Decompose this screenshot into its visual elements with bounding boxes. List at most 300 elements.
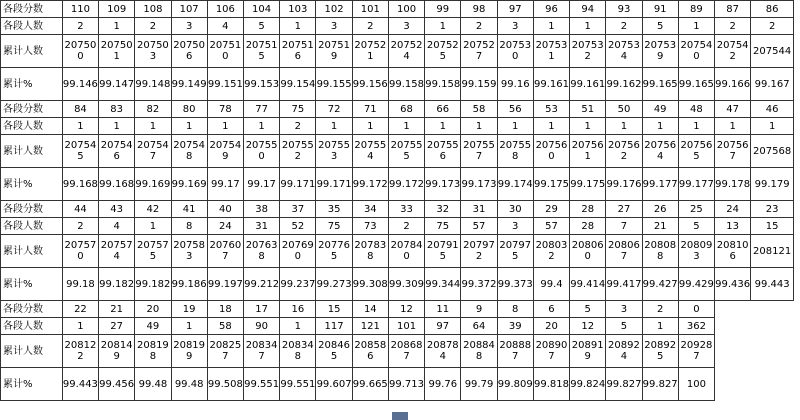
table-cell[interactable]: 1: [461, 118, 497, 135]
table-cell[interactable]: 99.665: [352, 368, 388, 401]
table-cell[interactable]: 42: [135, 201, 171, 218]
table-cell[interactable]: 207534: [606, 35, 642, 68]
table-cell[interactable]: 99.158: [425, 68, 461, 101]
table-cell[interactable]: 8: [497, 301, 533, 318]
table-cell[interactable]: 209287: [678, 335, 714, 368]
table-cell[interactable]: 99.177: [642, 168, 678, 201]
table-cell[interactable]: 207552: [280, 135, 316, 168]
table-cell[interactable]: 207690: [280, 235, 316, 268]
table-cell[interactable]: 207546: [99, 135, 135, 168]
table-cell[interactable]: 99.237: [280, 268, 316, 301]
table-cell[interactable]: 1: [715, 118, 751, 135]
table-cell[interactable]: 2: [280, 118, 316, 135]
table-cell[interactable]: 207506: [171, 35, 207, 68]
table-cell[interactable]: 43: [99, 201, 135, 218]
table-cell[interactable]: 99.372: [461, 268, 497, 301]
table-cell[interactable]: 91: [642, 1, 678, 18]
table-cell[interactable]: 207531: [533, 35, 569, 68]
table-cell[interactable]: 99.508: [207, 368, 243, 401]
table-cell[interactable]: 96: [533, 1, 569, 18]
table-cell[interactable]: 83: [99, 101, 135, 118]
table-cell[interactable]: 207556: [425, 135, 461, 168]
table-cell[interactable]: 100: [388, 1, 424, 18]
table-cell[interactable]: 20: [533, 318, 569, 335]
table-cell[interactable]: 52: [280, 218, 316, 235]
table-cell[interactable]: 37: [280, 201, 316, 218]
table-cell[interactable]: 1: [642, 318, 678, 335]
table-cell[interactable]: 110: [62, 1, 98, 18]
table-cell[interactable]: 22: [62, 301, 98, 318]
table-cell[interactable]: 49: [642, 101, 678, 118]
table-cell[interactable]: 8: [171, 218, 207, 235]
table-cell[interactable]: 2: [715, 18, 751, 35]
table-cell[interactable]: 98: [461, 1, 497, 18]
table-cell[interactable]: 40: [207, 201, 243, 218]
table-cell[interactable]: 29: [533, 201, 569, 218]
table-cell[interactable]: 2: [751, 18, 794, 35]
table-cell[interactable]: 75: [316, 218, 352, 235]
table-cell[interactable]: 1: [570, 18, 606, 35]
table-cell[interactable]: 99.174: [497, 168, 533, 201]
table-cell[interactable]: 3: [497, 218, 533, 235]
table-cell[interactable]: 5: [570, 301, 606, 318]
table-cell[interactable]: 99.436: [715, 268, 751, 301]
table-cell[interactable]: 99.161: [533, 68, 569, 101]
table-cell[interactable]: 57: [533, 218, 569, 235]
table-cell[interactable]: 117: [316, 318, 352, 335]
table-cell[interactable]: 208784: [425, 335, 461, 368]
table-cell[interactable]: 208060: [570, 235, 606, 268]
table-cell[interactable]: 99.165: [678, 68, 714, 101]
table-cell[interactable]: 99.713: [388, 368, 424, 401]
table-cell[interactable]: 99.17: [207, 168, 243, 201]
table-cell[interactable]: 47: [715, 101, 751, 118]
table-cell[interactable]: 48: [678, 101, 714, 118]
table-cell[interactable]: 87: [715, 1, 751, 18]
table-cell[interactable]: 41: [171, 201, 207, 218]
table-cell[interactable]: 208122: [62, 335, 98, 368]
table-cell[interactable]: 207542: [715, 35, 751, 68]
table-cell[interactable]: 1: [570, 118, 606, 135]
table-cell[interactable]: 208032: [533, 235, 569, 268]
table-cell[interactable]: 3: [171, 18, 207, 35]
table-cell[interactable]: 53: [533, 101, 569, 118]
table-cell[interactable]: 207638: [243, 235, 279, 268]
table-cell[interactable]: 38: [243, 201, 279, 218]
table-cell[interactable]: 99.182: [99, 268, 135, 301]
table-cell[interactable]: 207557: [461, 135, 497, 168]
table-cell[interactable]: 106: [207, 1, 243, 18]
table-cell[interactable]: 75: [425, 218, 461, 235]
table-cell[interactable]: 208887: [497, 335, 533, 368]
table-cell[interactable]: 58: [207, 318, 243, 335]
table-cell[interactable]: 99.147: [99, 68, 135, 101]
table-cell[interactable]: 207840: [388, 235, 424, 268]
table-cell[interactable]: 99.809: [497, 368, 533, 401]
table-cell[interactable]: 1: [280, 18, 316, 35]
table-cell[interactable]: 1: [642, 118, 678, 135]
table-cell[interactable]: 99.168: [62, 168, 98, 201]
table-cell[interactable]: 21: [642, 218, 678, 235]
table-cell[interactable]: 1: [425, 18, 461, 35]
table-cell[interactable]: 208925: [642, 335, 678, 368]
table-cell[interactable]: 207545: [62, 135, 98, 168]
table-cell[interactable]: 2: [642, 301, 678, 318]
table-cell[interactable]: 104: [243, 1, 279, 18]
table-cell[interactable]: 207548: [171, 135, 207, 168]
table-cell[interactable]: 99.48: [135, 368, 171, 401]
table-cell[interactable]: 208347: [243, 335, 279, 368]
table-cell[interactable]: 208907: [533, 335, 569, 368]
table-cell[interactable]: 1: [62, 318, 98, 335]
table-cell[interactable]: 2: [135, 18, 171, 35]
table-cell[interactable]: 99.16: [497, 68, 533, 101]
table-cell[interactable]: 49: [135, 318, 171, 335]
table-cell[interactable]: 21: [99, 301, 135, 318]
table-cell[interactable]: 73: [352, 218, 388, 235]
table-cell[interactable]: 24: [715, 201, 751, 218]
table-cell[interactable]: 207501: [99, 35, 135, 68]
table-cell[interactable]: 99.153: [243, 68, 279, 101]
table-cell[interactable]: 86: [751, 1, 794, 18]
table-cell[interactable]: 99.827: [642, 368, 678, 401]
table-cell[interactable]: 208199: [171, 335, 207, 368]
table-cell[interactable]: 4: [207, 18, 243, 35]
table-cell[interactable]: 99.273: [316, 268, 352, 301]
table-cell[interactable]: 99.175: [570, 168, 606, 201]
table-cell[interactable]: 99.79: [461, 368, 497, 401]
table-cell[interactable]: 207915: [425, 235, 461, 268]
table-cell[interactable]: 208257: [207, 335, 243, 368]
table-cell[interactable]: 3: [497, 18, 533, 35]
table-cell[interactable]: 208848: [461, 335, 497, 368]
table-cell[interactable]: 28: [570, 201, 606, 218]
table-cell[interactable]: 208198: [135, 335, 171, 368]
table-cell[interactable]: 82: [135, 101, 171, 118]
table-cell[interactable]: 207561: [570, 135, 606, 168]
table-cell[interactable]: 99.443: [751, 268, 794, 301]
table-cell[interactable]: 99.427: [642, 268, 678, 301]
table-cell[interactable]: 99.149: [171, 68, 207, 101]
table-cell[interactable]: 17: [243, 301, 279, 318]
table-cell[interactable]: 99.156: [352, 68, 388, 101]
table-cell[interactable]: 208093: [678, 235, 714, 268]
table-cell[interactable]: 362: [678, 318, 714, 335]
table-cell[interactable]: 207549: [207, 135, 243, 168]
table-cell[interactable]: 208121: [751, 235, 794, 268]
table-cell[interactable]: 20: [135, 301, 171, 318]
table-cell[interactable]: 99.443: [62, 368, 98, 401]
table-cell[interactable]: 1: [62, 118, 98, 135]
table-cell[interactable]: 99.824: [570, 368, 606, 401]
table-cell[interactable]: 99.175: [533, 168, 569, 201]
table-cell[interactable]: 1: [497, 118, 533, 135]
table-cell[interactable]: 99.186: [171, 268, 207, 301]
table-cell[interactable]: 208919: [570, 335, 606, 368]
table-cell[interactable]: 99.607: [316, 368, 352, 401]
table-cell[interactable]: 11: [425, 301, 461, 318]
table-cell[interactable]: 207565: [678, 135, 714, 168]
table-cell[interactable]: 1: [135, 218, 171, 235]
table-cell[interactable]: 32: [425, 201, 461, 218]
table-cell[interactable]: 6: [533, 301, 569, 318]
table-cell[interactable]: 78: [207, 101, 243, 118]
table-cell[interactable]: 66: [425, 101, 461, 118]
table-cell[interactable]: 19: [171, 301, 207, 318]
table-cell[interactable]: 99.155: [316, 68, 352, 101]
table-cell[interactable]: 94: [570, 1, 606, 18]
table-cell[interactable]: 207567: [715, 135, 751, 168]
table-cell[interactable]: 99.176: [606, 168, 642, 201]
table-cell[interactable]: 99.429: [678, 268, 714, 301]
table-cell[interactable]: 207574: [99, 235, 135, 268]
table-cell[interactable]: 99.151: [207, 68, 243, 101]
table-cell[interactable]: 24: [207, 218, 243, 235]
table-cell[interactable]: 99.146: [62, 68, 98, 101]
table-cell[interactable]: 100: [678, 368, 714, 401]
table-cell[interactable]: 14: [352, 301, 388, 318]
table-cell[interactable]: 207564: [642, 135, 678, 168]
table-cell[interactable]: 3: [388, 18, 424, 35]
table-cell[interactable]: 12: [388, 301, 424, 318]
table-cell[interactable]: 99.167: [751, 68, 794, 101]
table-cell[interactable]: 2: [352, 18, 388, 35]
table-cell[interactable]: 15: [316, 301, 352, 318]
table-cell[interactable]: 75: [280, 101, 316, 118]
table-cell[interactable]: 1: [533, 118, 569, 135]
table-cell[interactable]: 208149: [99, 335, 135, 368]
table-cell[interactable]: 1: [388, 118, 424, 135]
table-cell[interactable]: 207503: [135, 35, 171, 68]
table-cell[interactable]: 1: [533, 18, 569, 35]
table-cell[interactable]: 99.18: [62, 268, 98, 301]
table-cell[interactable]: 1: [171, 318, 207, 335]
table-cell[interactable]: 1: [99, 18, 135, 35]
table-cell[interactable]: 2: [62, 18, 98, 35]
table-cell[interactable]: 207575: [135, 235, 171, 268]
table-cell[interactable]: 207525: [425, 35, 461, 68]
table-cell[interactable]: 207540: [678, 35, 714, 68]
table-cell[interactable]: 56: [497, 101, 533, 118]
table-cell[interactable]: 30: [497, 201, 533, 218]
table-cell[interactable]: 99.172: [388, 168, 424, 201]
table-cell[interactable]: 89: [678, 1, 714, 18]
table-cell[interactable]: 99.179: [751, 168, 794, 201]
table-cell[interactable]: 2: [62, 218, 98, 235]
table-cell[interactable]: 0: [678, 301, 714, 318]
table-cell[interactable]: 44: [62, 201, 98, 218]
horizontal-scroll-handle[interactable]: [392, 412, 408, 420]
table-cell[interactable]: 99.158: [388, 68, 424, 101]
table-cell[interactable]: 99.161: [570, 68, 606, 101]
table-cell[interactable]: 2: [388, 218, 424, 235]
table-cell[interactable]: 99.182: [135, 268, 171, 301]
table-cell[interactable]: 207530: [497, 35, 533, 68]
table-cell[interactable]: 107: [171, 1, 207, 18]
table-cell[interactable]: 207544: [751, 35, 794, 68]
table-cell[interactable]: 207555: [388, 135, 424, 168]
table-cell[interactable]: 27: [606, 201, 642, 218]
table-cell[interactable]: 99.169: [135, 168, 171, 201]
table-cell[interactable]: 25: [678, 201, 714, 218]
table-cell[interactable]: 80: [171, 101, 207, 118]
table-cell[interactable]: 101: [352, 1, 388, 18]
table-cell[interactable]: 23: [751, 201, 794, 218]
table-cell[interactable]: 208586: [352, 335, 388, 368]
table-cell[interactable]: 99.159: [461, 68, 497, 101]
table-cell[interactable]: 99.456: [99, 368, 135, 401]
table-cell[interactable]: 99.165: [642, 68, 678, 101]
table-cell[interactable]: 5: [243, 18, 279, 35]
table-cell[interactable]: 35: [316, 201, 352, 218]
table-cell[interactable]: 207975: [497, 235, 533, 268]
table-cell[interactable]: 84: [62, 101, 98, 118]
table-cell[interactable]: 97: [425, 318, 461, 335]
table-cell[interactable]: 99.344: [425, 268, 461, 301]
table-cell[interactable]: 72: [316, 101, 352, 118]
table-cell[interactable]: 16: [280, 301, 316, 318]
table-cell[interactable]: 101: [388, 318, 424, 335]
table-cell[interactable]: 99.154: [280, 68, 316, 101]
table-cell[interactable]: 31: [461, 201, 497, 218]
table-cell[interactable]: 207521: [352, 35, 388, 68]
table-cell[interactable]: 99.171: [316, 168, 352, 201]
table-cell[interactable]: 208106: [715, 235, 751, 268]
table-cell[interactable]: 99.827: [606, 368, 642, 401]
table-cell[interactable]: 207532: [570, 35, 606, 68]
table-cell[interactable]: 207553: [316, 135, 352, 168]
table-cell[interactable]: 51: [570, 101, 606, 118]
table-cell[interactable]: 207765: [316, 235, 352, 268]
table-cell[interactable]: 1: [243, 118, 279, 135]
table-cell[interactable]: 13: [715, 218, 751, 235]
table-cell[interactable]: 1: [425, 118, 461, 135]
table-cell[interactable]: 99.197: [207, 268, 243, 301]
table-cell[interactable]: 27: [99, 318, 135, 335]
table-cell[interactable]: 207519: [316, 35, 352, 68]
table-cell[interactable]: 207972: [461, 235, 497, 268]
table-cell[interactable]: 207562: [606, 135, 642, 168]
table-cell[interactable]: 207527: [461, 35, 497, 68]
table-cell[interactable]: 1: [678, 18, 714, 35]
table-cell[interactable]: 57: [461, 218, 497, 235]
table-cell[interactable]: 64: [461, 318, 497, 335]
table-cell[interactable]: 2: [606, 18, 642, 35]
table-cell[interactable]: 207570: [62, 235, 98, 268]
table-cell[interactable]: 207524: [388, 35, 424, 68]
table-cell[interactable]: 99.4: [533, 268, 569, 301]
table-cell[interactable]: 99.171: [280, 168, 316, 201]
table-cell[interactable]: 93: [606, 1, 642, 18]
table-cell[interactable]: 26: [642, 201, 678, 218]
table-cell[interactable]: 99.308: [352, 268, 388, 301]
table-cell[interactable]: 99.76: [425, 368, 461, 401]
table-cell[interactable]: 99.48: [171, 368, 207, 401]
table-cell[interactable]: 207558: [497, 135, 533, 168]
table-cell[interactable]: 68: [388, 101, 424, 118]
table-cell[interactable]: 207838: [352, 235, 388, 268]
table-cell[interactable]: 1: [99, 118, 135, 135]
table-cell[interactable]: 9: [461, 301, 497, 318]
table-cell[interactable]: 97: [497, 1, 533, 18]
table-cell[interactable]: 1: [606, 118, 642, 135]
table-cell[interactable]: 109: [99, 1, 135, 18]
table-cell[interactable]: 99.177: [678, 168, 714, 201]
table-cell[interactable]: 99.417: [606, 268, 642, 301]
table-cell[interactable]: 208465: [316, 335, 352, 368]
table-cell[interactable]: 99.173: [461, 168, 497, 201]
table-cell[interactable]: 1: [207, 118, 243, 135]
table-cell[interactable]: 99.17: [243, 168, 279, 201]
table-cell[interactable]: 33: [388, 201, 424, 218]
table-cell[interactable]: 99.168: [99, 168, 135, 201]
table-cell[interactable]: 1: [678, 118, 714, 135]
table-cell[interactable]: 207607: [207, 235, 243, 268]
table-cell[interactable]: 99: [425, 1, 461, 18]
table-cell[interactable]: 208687: [388, 335, 424, 368]
table-cell[interactable]: 103: [280, 1, 316, 18]
table-cell[interactable]: 207550: [243, 135, 279, 168]
table-cell[interactable]: 207516: [280, 35, 316, 68]
table-cell[interactable]: 207510: [207, 35, 243, 68]
table-cell[interactable]: 99.178: [715, 168, 751, 201]
table-cell[interactable]: 5: [606, 318, 642, 335]
table-cell[interactable]: 5: [678, 218, 714, 235]
table-cell[interactable]: 208067: [606, 235, 642, 268]
table-cell[interactable]: 208348: [280, 335, 316, 368]
table-cell[interactable]: 207539: [642, 35, 678, 68]
table-cell[interactable]: 99.551: [280, 368, 316, 401]
table-cell[interactable]: 99.818: [533, 368, 569, 401]
table-cell[interactable]: 207500: [62, 35, 98, 68]
table-cell[interactable]: 99.172: [352, 168, 388, 201]
table-cell[interactable]: 99.414: [570, 268, 606, 301]
table-cell[interactable]: 71: [352, 101, 388, 118]
table-cell[interactable]: 50: [606, 101, 642, 118]
table-cell[interactable]: 34: [352, 201, 388, 218]
table-cell[interactable]: 99.309: [388, 268, 424, 301]
table-cell[interactable]: 46: [751, 101, 794, 118]
table-cell[interactable]: 1: [316, 118, 352, 135]
table-cell[interactable]: 18: [207, 301, 243, 318]
table-cell[interactable]: 207515: [243, 35, 279, 68]
table-cell[interactable]: 1: [751, 118, 794, 135]
table-cell[interactable]: 99.551: [243, 368, 279, 401]
table-cell[interactable]: 28: [570, 218, 606, 235]
table-cell[interactable]: 99.373: [497, 268, 533, 301]
table-cell[interactable]: 90: [243, 318, 279, 335]
table-cell[interactable]: 207547: [135, 135, 171, 168]
table-cell[interactable]: 5: [642, 18, 678, 35]
table-cell[interactable]: 15: [751, 218, 794, 235]
table-cell[interactable]: 207568: [751, 135, 794, 168]
table-cell[interactable]: 1: [171, 118, 207, 135]
table-cell[interactable]: 39: [497, 318, 533, 335]
table-cell[interactable]: 4: [99, 218, 135, 235]
table-cell[interactable]: 58: [461, 101, 497, 118]
table-cell[interactable]: 2: [461, 18, 497, 35]
table-cell[interactable]: 99.166: [715, 68, 751, 101]
table-cell[interactable]: 208924: [606, 335, 642, 368]
table-cell[interactable]: 99.162: [606, 68, 642, 101]
table-cell[interactable]: 99.212: [243, 268, 279, 301]
table-cell[interactable]: 208088: [642, 235, 678, 268]
table-cell[interactable]: 3: [606, 301, 642, 318]
table-cell[interactable]: 12: [570, 318, 606, 335]
table-cell[interactable]: 102: [316, 1, 352, 18]
table-cell[interactable]: 108: [135, 1, 171, 18]
table-cell[interactable]: 1: [135, 118, 171, 135]
